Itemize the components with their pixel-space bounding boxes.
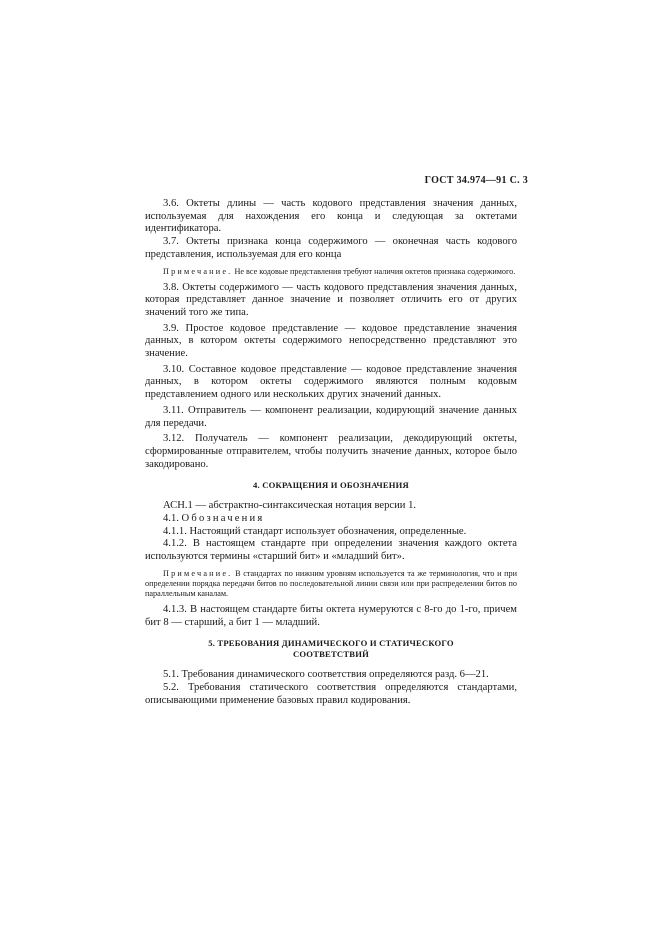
paragraph-4-1 bbox=[145, 513, 517, 526]
paragraph-4-1-3: 4.1.3. В настоящем стандарте биты октета нумеруются с 8-го до 1-го, причем бит 8 — старший, а бит 1 — младший. bbox=[145, 603, 517, 628]
paragraph-3-12: 3.12. Получатель — компонент реализации, декодирующий октеты, сформированные отправителем, чтобы получить значение данных, которое было закодировано. bbox=[145, 433, 517, 470]
paragraph-5-2: 5.2. Требования статического соответствия определяются стандартами, описывающими применение базовых правил кодирования. bbox=[145, 681, 517, 706]
body-text bbox=[145, 198, 517, 707]
note-2-label: Примечание. bbox=[163, 568, 233, 578]
paragraph-3-10: 3.10. Составное кодовое представление — кодовое представление значения данных, в котором октеты содержимого являются полным кодовым представлением одного или нескольких других значений данных. bbox=[145, 363, 517, 401]
paragraph-4-1-number: 4.1. bbox=[163, 513, 182, 525]
paragraph-3-8: 3.8. Октеты содержимого — часть кодового представления значения данных, которая представляет данное значение и позволяет отличить его от других значений того же типа. bbox=[145, 281, 517, 318]
page-header: ГОСТ 34.974—91 С. 3 bbox=[424, 175, 528, 186]
note-1-label: Примечание. bbox=[163, 266, 233, 276]
section-5-heading-line-1: 5. ТРЕБОВАНИЯ ДИНАМИЧЕСКОГО И СТАТИЧЕСКОГО bbox=[208, 638, 454, 649]
paragraph-3-7: 3.7. Октеты признака конца содержимого — оконечная часть кодового представления, используемая для его конца bbox=[145, 236, 517, 260]
note-2 bbox=[145, 569, 517, 599]
note-1-text: Не все кодовые представления требуют наличия октетов признака содержимого. bbox=[232, 266, 516, 276]
note-2-text: В стандартах по нижним уровням используется та же терминология, что и при определении порядка передачи битов по последовательной линии связи или при распределении битов по параллельным каналам. bbox=[145, 568, 517, 598]
paragraph-3-11: 3.11. Отправитель — компонент реализации, кодирующий значение данных для передачи. bbox=[145, 404, 517, 429]
paragraph-3-6: 3.6. Октеты длины — часть кодового представления значения данных, используемая для нахождения его конца и следующая за октетами идентификатора. bbox=[145, 198, 517, 235]
paragraph-4-1-title: Обозначения bbox=[181, 513, 265, 525]
paragraph-4-1-1: 4.1.1. Настоящий стандарт использует обозначения, определенные. bbox=[163, 525, 467, 537]
paragraph-4-1-2: 4.1.2. В настоящем стандарте при определении значения каждого октета используются термины «старший бит» и «младший бит». bbox=[145, 538, 517, 563]
note-1 bbox=[145, 267, 517, 277]
section-5-heading-line-2: СООТВЕТСТВИЙ bbox=[293, 649, 369, 660]
paragraph-asn: АСН.1 — абстрактно-синтаксическая нотация версии 1. bbox=[163, 500, 417, 512]
paragraph-5-1: 5.1. Требования динамического соответствия определяются разд. 6—21. bbox=[163, 669, 489, 681]
section-5-heading bbox=[145, 638, 517, 660]
section-4-heading: 4. СОКРАЩЕНИЯ И ОБОЗНАЧЕНИЯ bbox=[253, 480, 409, 491]
paragraph-3-9: 3.9. Простое кодовое представление — кодовое представление значения данных, в котором октеты содержимого непосредственно представляют это значение. bbox=[145, 322, 517, 360]
